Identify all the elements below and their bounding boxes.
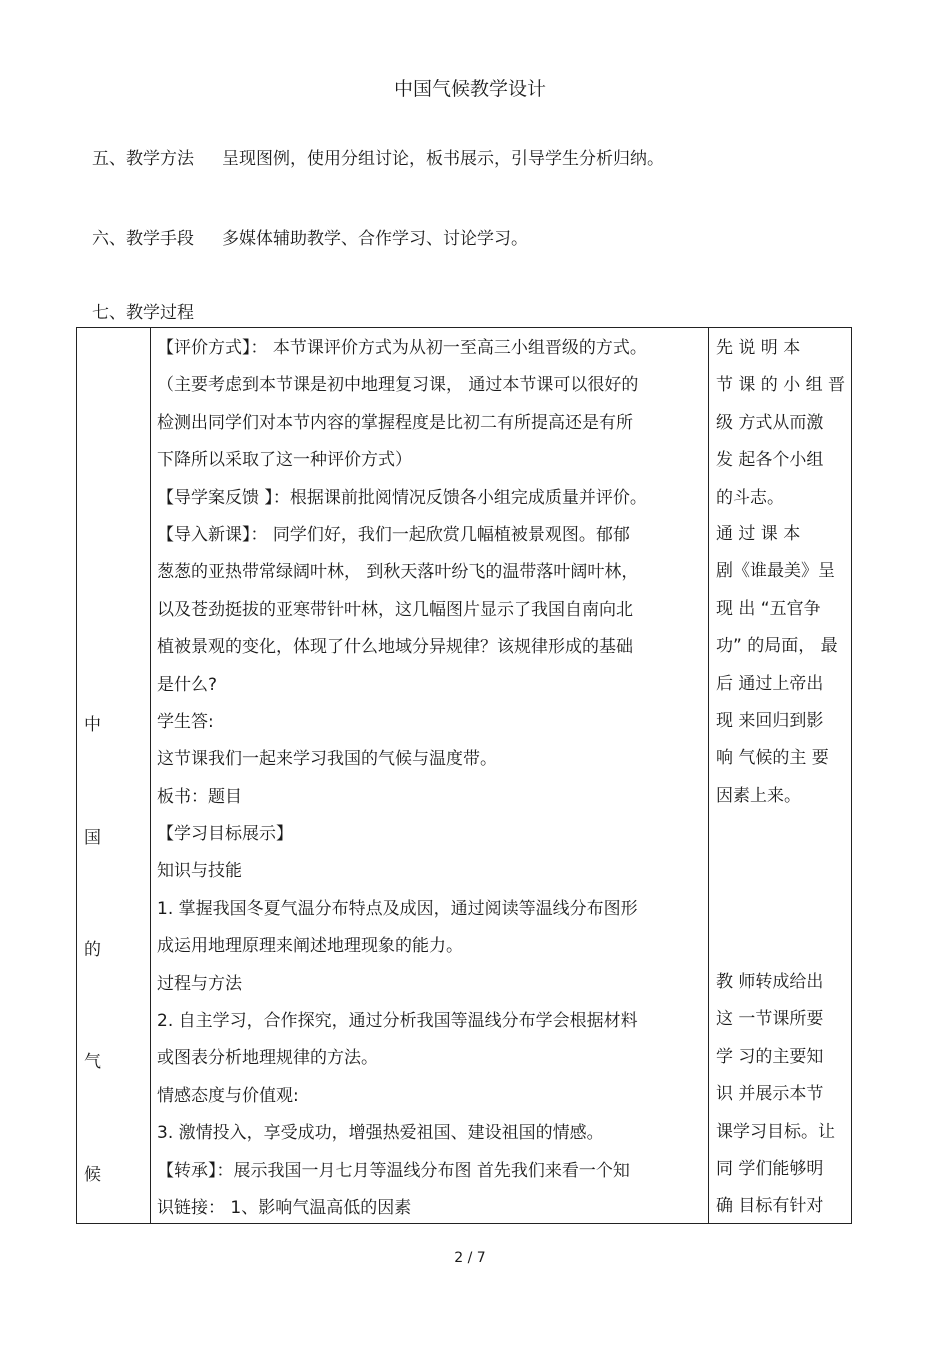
note-line: 功” 的局面， 最	[716, 636, 838, 657]
content-line: 下降所以采取了这一种评价方式）	[157, 450, 412, 471]
note-line: 先 说 明 本	[716, 338, 801, 358]
section-heading: 七、教学过程	[92, 303, 194, 323]
content-line: 检测出同学们对本节内容的掌握程度是比初二有所提高还是有所	[157, 412, 633, 433]
content-line: 植被景观的变化，体现了什么地域分异规律？该规律形成的基础	[157, 637, 633, 658]
content-line: 以及苍劲挺拔的亚寒带针叶林，这几幅图片显示了我国自南向北	[157, 599, 633, 620]
section-teaching-method	[92, 144, 664, 169]
design-note	[716, 964, 848, 1226]
design-note	[716, 516, 848, 815]
content-line: 情感态度与价值观:	[157, 1085, 299, 1106]
content-line: 【转承】：展示我国一月七月等温线分布图 首先我们来看一个知	[157, 1160, 630, 1181]
section-text: 呈现图例，使用分组讨论，板书展示，引导学生分析归纳。	[222, 149, 664, 169]
content-line: 【评价方式】： 本节课评价方式为从初一至高三小组晋级的方式。	[157, 338, 647, 358]
note-line: 现 来回归到影	[716, 710, 824, 731]
document-title: 中国气候教学设计	[393, 78, 546, 100]
content-line: 成运用地理原理来阐述地理现象的能力。	[157, 936, 463, 957]
note-line: 通 过 课 本	[716, 524, 801, 544]
section-heading: 五、教学方法	[92, 149, 194, 169]
content-line: 板书：题目	[157, 786, 242, 807]
note-line: 教 师转成给出	[716, 972, 824, 992]
content-line: 【学习目标展示】	[157, 824, 293, 845]
note-line: 级 方式从而激	[716, 412, 824, 433]
topic-char: 国	[84, 828, 101, 848]
page-number: 2 / 7	[454, 1250, 486, 1266]
table-divider	[150, 328, 151, 1223]
note-line: 识 并展示本节	[716, 1084, 824, 1105]
content-line: 是什么?	[157, 674, 218, 695]
topic-char: 中	[84, 715, 101, 735]
note-line: 现 出 “五官争	[716, 598, 821, 619]
content-line: 识链接： 1、影响气温高低的因素	[157, 1197, 412, 1218]
note-line: 这 一节课所要	[716, 1009, 824, 1030]
topic-char: 候	[84, 1165, 101, 1185]
content-line: 这节课我们一起来学习我国的气候与温度带。	[157, 749, 497, 770]
note-line: 学 习的主要知	[716, 1046, 824, 1067]
content-line: 3. 激情投入，享受成功，增强热爱祖国、建设祖国的情感。	[157, 1123, 604, 1144]
topic-char: 的	[84, 940, 101, 960]
section-heading: 六、教学手段	[92, 229, 194, 249]
note-line: 后 通过上帝出	[716, 673, 824, 694]
process-content	[157, 330, 702, 1227]
note-line: 因素上来。	[716, 785, 801, 806]
design-note	[716, 330, 848, 517]
content-line: 葱葱的亚热带常绿阔叶林， 到秋天落叶纷飞的温带落叶阔叶林，	[157, 562, 639, 583]
note-line: 响 气候的主 要	[716, 748, 829, 769]
topic-char: 气	[84, 1052, 101, 1072]
content-line: 过程与方法	[157, 973, 242, 994]
note-line: 同 学们能够明	[716, 1158, 824, 1179]
note-line: 确 目标有针对	[716, 1196, 824, 1217]
section-teaching-means	[92, 224, 528, 249]
section-teaching-process	[92, 298, 194, 323]
note-line: 的斗志。	[716, 487, 784, 508]
content-line: （主要考虑到本节课是初中地理复习课， 通过本节课可以很好的	[157, 375, 639, 396]
content-line: 或图表分析地理规律的方法。	[157, 1048, 378, 1069]
content-line: 知识与技能	[157, 861, 242, 882]
note-line: 节 课 的 小 组 晋	[716, 375, 846, 396]
content-line: 1. 掌握我国冬夏气温分布特点及成因，通过阅读等温线分布图形	[157, 898, 638, 919]
note-line: 课学习目标。让	[716, 1121, 835, 1142]
content-line: 【导入新课】： 同学们好，我们一起欣赏几幅植被景观图。郁郁	[157, 524, 630, 545]
note-line: 剧《谁最美》呈	[716, 561, 835, 582]
section-text: 多媒体辅助教学、合作学习、讨论学习。	[222, 229, 528, 249]
content-line: 【导学案反馈 】：根据课前批阅情况反馈各小组完成质量并评价。	[157, 487, 647, 508]
note-line: 发 起各个小组	[716, 450, 824, 471]
table-divider	[708, 328, 709, 1223]
content-line: 2. 自主学习，合作探究，通过分析我国等温线分布学会根据材料	[157, 1011, 638, 1032]
content-line: 学生答:	[157, 711, 214, 732]
